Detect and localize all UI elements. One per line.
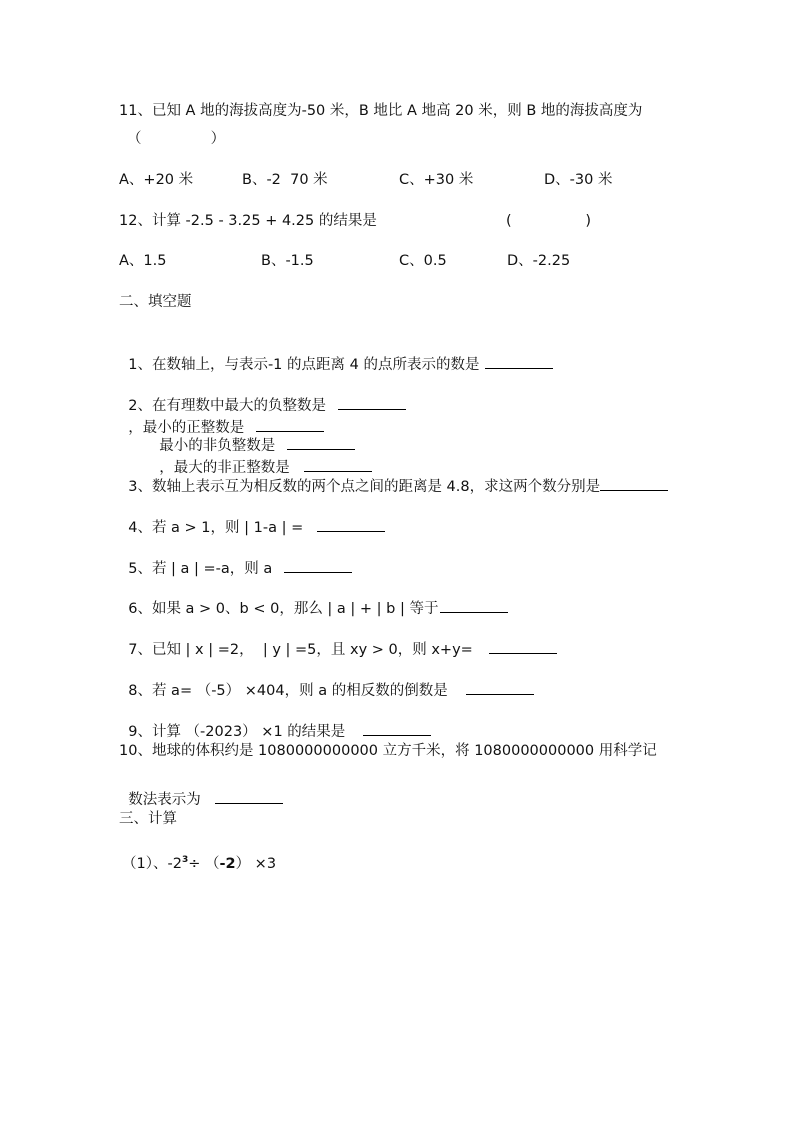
q12-option-a: A、1.5 (119, 253, 167, 269)
section-calculation-heading: 三、计算 (119, 811, 177, 827)
q11-option-c: C、+30 米 (399, 172, 474, 188)
fill-q4 (119, 496, 385, 538)
calc-problem-1 (122, 850, 276, 874)
fill-q1-blank[interactable] (485, 353, 553, 369)
q12-answer-paren: ( ) (506, 213, 592, 229)
calc1-mid: ÷ （ (188, 856, 220, 872)
fill-q5-text: 5、若 | a | =-a，则 a (128, 561, 273, 577)
fill-q9-text: 9、计算 （-2023） ×1 的结果是 (128, 724, 346, 740)
fill-q7 (119, 618, 557, 660)
calc1-suffix: ） ×3 (235, 856, 277, 872)
fill-q10-blank[interactable] (215, 788, 283, 804)
fill-q1-text: 1、在数轴上，与表示-1 的点距离 4 的点所表示的数是 (128, 357, 480, 373)
fill-q2-blank-3[interactable] (287, 434, 355, 450)
fill-q10-text: 数法表示为 (128, 792, 201, 808)
fill-q6-text: 6、如果 a > 0、b < 0，那么 | a | + | b | 等于 (128, 601, 439, 617)
fill-q5-blank[interactable] (284, 557, 352, 573)
fill-q10-line1: 10、地球的体积约是 1080000000000 立方千米，将 1080000000000 用科学记 (119, 743, 657, 759)
fill-q8 (119, 659, 534, 701)
calc1-exponent: 3 (181, 855, 189, 865)
fill-q10-line2 (119, 768, 283, 810)
q12-option-d: D、-2.25 (507, 253, 571, 269)
fill-q2-text-d: ，最大的非正整数是 (159, 460, 290, 476)
q12-option-c: C、0.5 (399, 253, 447, 269)
q11-option-a: A、+20 米 (119, 172, 194, 188)
fill-q1 (119, 333, 553, 375)
fill-q2-blank-1[interactable] (338, 394, 406, 410)
fill-q4-blank[interactable] (317, 516, 385, 532)
fill-q8-text: 8、若 a= （-5） ×404，则 a 的相反数的倒数是 (128, 683, 448, 699)
fill-q9-blank[interactable] (363, 720, 431, 736)
fill-q3-text: 3、数轴上表示互为相反数的两个点之间的距离是 4.8，求这两个数分别是 (128, 479, 601, 495)
calc1-bold-term: -2 (219, 856, 236, 872)
q11-option-b: B、-2 70 米 (242, 172, 328, 188)
q12-stem: 12、计算 -2.5 - 3.25 + 4.25 的结果是 (119, 213, 377, 229)
fill-q6-blank[interactable] (440, 597, 508, 613)
q11-stem: 11、已知 A 地的海拔高度为-50 米，B 地比 A 地高 20 米，则 B 地的海拔高度为 (119, 103, 643, 119)
fill-q2-text-b: ，最小的正整数是 (128, 420, 245, 436)
calc1-prefix: （1）、-2 (122, 856, 182, 872)
section-fill-in-heading: 二、填空题 (119, 294, 192, 310)
fill-q3 (119, 455, 668, 497)
q11-answer-paren: （ ） (127, 131, 226, 147)
fill-q7-blank[interactable] (489, 638, 557, 654)
q11-option-d: D、-30 米 (544, 172, 613, 188)
fill-q8-blank[interactable] (466, 679, 534, 695)
fill-q3-blank[interactable] (600, 475, 668, 491)
fill-q2-text-c: 最小的非负整数是 (159, 438, 276, 454)
fill-q5 (119, 537, 352, 579)
fill-q9 (119, 700, 431, 742)
fill-q2-text-a: 2、在有理数中最大的负整数是 (128, 398, 326, 414)
fill-q7-text: 7、已知 | x | =2， | y | =5，且 xy > 0，则 x+y= (128, 642, 473, 658)
fill-q4-text: 4、若 a > 1，则 | 1-a | = (128, 520, 304, 536)
fill-q6 (119, 577, 508, 619)
q12-option-b: B、-1.5 (261, 253, 314, 269)
